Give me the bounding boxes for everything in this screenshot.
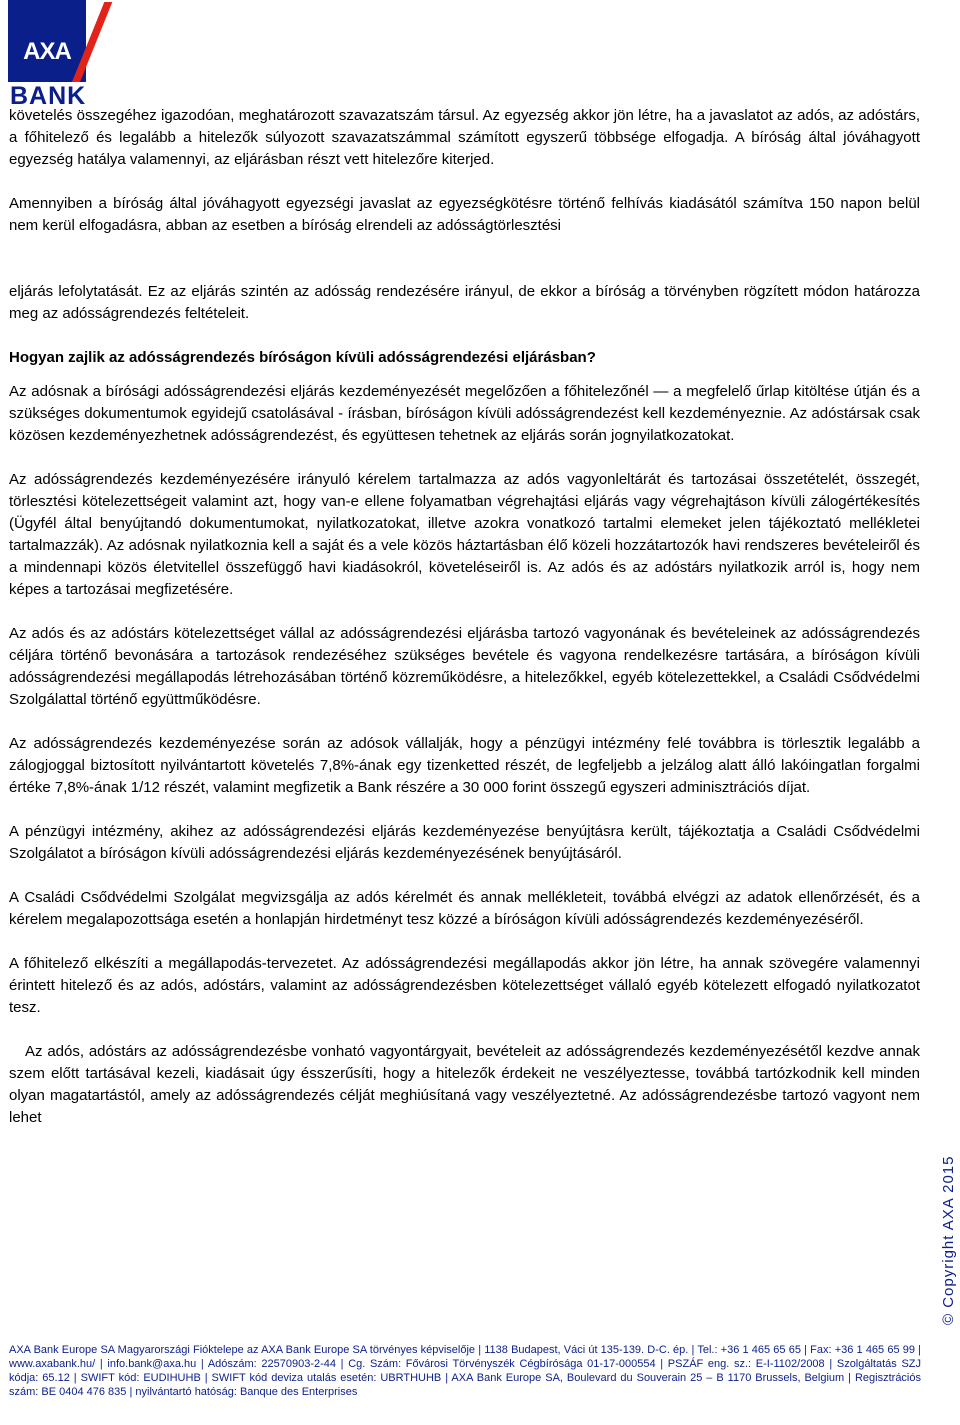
document-body <box>9 105 920 1129</box>
footer-legal-info: AXA Bank Europe SA Magyarországi Fióktelepe az AXA Bank Europe SA törvényes képviselője | 1138 Budapest, Váci út 135-139. D-C. ép. | Tel.: +36 1 465 65 65 | Fax: +36 1 465 65 99 | www.axabank.hu/ | info.bank@axa.hu | Adószám: 22570903-2-44 | Cg. Szám: Fővárosi Törvényszék Cégbírósága 01-17-000554 | PSZÁF eng. sz.: E-I-1102/2008 | Szolgáltatás SZJ kódja: 65.12 | SWIFT kód: EUDIHUHB | SWIFT kód deviza utalás esetén: UBRTHUHB | AXA Bank Europe SA, Boulevard du Souverain 25 – B 1170 Brussels, Belgium | Regisztrációs szám: BE 0404 476 835 | nyilvántartó hatóság: Banque des Enterprises <box>9 1344 921 1398</box>
paragraph-10: A főhitelező elkészíti a megállapodás-tervezetet. Az adósságrendezési megállapodás akkor jön létre, ha annak szövegére valamennyi érintett hitelező és az adós, adóstárs, valamint az adósságrendezésben kötelezettséget vállaló egyéb kötelezett elfogadó nyilatkozatot tesz. <box>9 955 920 1016</box>
paragraph-4: Az adósnak a bírósági adósságrendezési eljárás kezdeményezését megelőzően a főhitelezőnél — a megfelelő űrlap kitöltése útján és a szükséges dokumentumok egyidejű csatolásával - írásban, bíróságon kívüli adósságrendezést kell kezdeményeznie. Az adóstársak csak közösen kezdeményezhetnek adósságrendezést, és együttesen tehetnek az eljárás során jognyilatkozatokat. <box>9 383 920 444</box>
copyright-text: © Copyright AXA 2015 <box>940 1155 957 1325</box>
copyright-vertical <box>940 1145 960 1325</box>
paragraph-1: követelés összegéhez igazodóan, meghatározott szavazatszám társul. Az egyezség akkor jön létre, ha a javaslatot az adós, az adóstárs, a főhitelező és legalább a hitelezők súlyozott szavazatszámmal számított egyszerű többsége elfogadja. A bíróság által jóváhagyott egyezség hatálya valamennyi, az eljárásban részt vett hitelezőre kiterjed. <box>9 107 920 168</box>
paragraph-7: Az adósságrendezés kezdeményezése során az adósok vállalják, hogy a pénzügyi intézmény felé továbbra is törlesztik legalább a zálogjoggal biztosított nyilvántartott követelés 7,8%-ának egy tizenketted részét, de legfeljebb a jelzálog alatt álló lakóingatlan forgalmi értéke 7,8%-ának 1/12 részét, valamint megfizetik a Bank részére a 30 000 forint összegű egyszeri adminisztrációs díjat. <box>9 735 920 796</box>
axa-logo-text: AXA <box>23 38 71 65</box>
section-heading: Hogyan zajlik az adósságrendezés bíróságon kívüli adósságrendezési eljárásban? <box>9 349 596 366</box>
paragraph-11: Az adós, adóstárs az adósságrendezésbe vonható vagyontárgyait, bevételeit az adósságrendezés kezdeményezésétől kezdve annak szem előtt tartásával kezeli, kiadásait úgy ésszerűsíti, hogy a hitelezők érdekeit ne veszélyeztesse, továbbá tartózkodnik kell minden olyan magatartástól, amely az adósságrendezés célját meghiúsítaná vagy veszélyeztetné. Az adósságrendezésbe tartozó vagyont nem lehet <box>9 1043 920 1126</box>
paragraph-9: A Családi Csődvédelmi Szolgálat megvizsgálja az adós kérelmét és annak mellékleteit, továbbá elvégzi az adatok ellenőrzését, és a kérelem megalapozottsága esetén a honlapján hirdetményt tesz közzé a bíróságon kívüli adósságrendezés kezdeményezéséről. <box>9 889 920 928</box>
paragraph-5: Az adósságrendezés kezdeményezésére irányuló kérelem tartalmazza az adós vagyonleltárát és tartozásai összetételét, összegét, törlesztési kötelezettségeit valamint azt, hogy van-e ellene folyamatban végrehajtási eljárás vagy végrehajtáson kívüli zálogértékesítés (Ügyfél által benyújtandó dokumentumokat, nyilatkozatokat, illetve azokra vonatkozó tartalmi elemeket jelen tájékoztató mellékletei tartalmazzák). Az adósnak nyilatkoznia kell a saját és a vele közös háztartásban élő közeli hozzátartozók havi rendszeres bevételeiről és a mindennapi közös életvitellel összefüggő havi kiadásokról, követeléseiről is. Az adós és az adóstárs nyilatkozik arról is, hogy nem képes a tartozásai megfizetésére. <box>9 471 920 598</box>
paragraph-2: Amennyiben a bíróság által jóváhagyott egyezségi javaslat az egyezségkötésre történő felhívás kiadásától számítva 150 napon belül nem kerül elfogadásra, abban az esetben a bíróság elrendeli az adósságtörlesztési <box>9 195 920 234</box>
paragraph-3: eljárás lefolytatását. Ez az eljárás szintén az adósság rendezésére irányul, de ekkor a bíróság a törvényben rögzített módon határozza meg az adósságrendezés feltételeit. <box>9 283 920 322</box>
paragraph-6: Az adós és az adóstárs kötelezettséget vállal az adósságrendezési eljárásba tartozó vagyonának és bevételeinek az adósságrendezés céljára történő bevonására a tartozások rendezéséhez szükséges bevétele és vagyona rendelkezésre tartására, a bíróságon kívüli adósságrendezési megállapodás létrehozásában történő közreműködésre, a hitelezőkkel, egyéb kötelezettekkel, a Családi Csődvédelmi Szolgálattal történő együttműködésre. <box>9 625 920 708</box>
bank-logo-text: BANK <box>10 82 87 110</box>
paragraph-8: A pénzügyi intézmény, akihez az adósságrendezési eljárás kezdeményezése benyújtásra került, tájékoztatja a Családi Csődvédelmi Szolgálatot a bíróságon kívüli adósságrendezési eljárás kezdeményezésének benyújtásáról. <box>9 823 920 862</box>
axa-bank-logo <box>8 0 86 110</box>
